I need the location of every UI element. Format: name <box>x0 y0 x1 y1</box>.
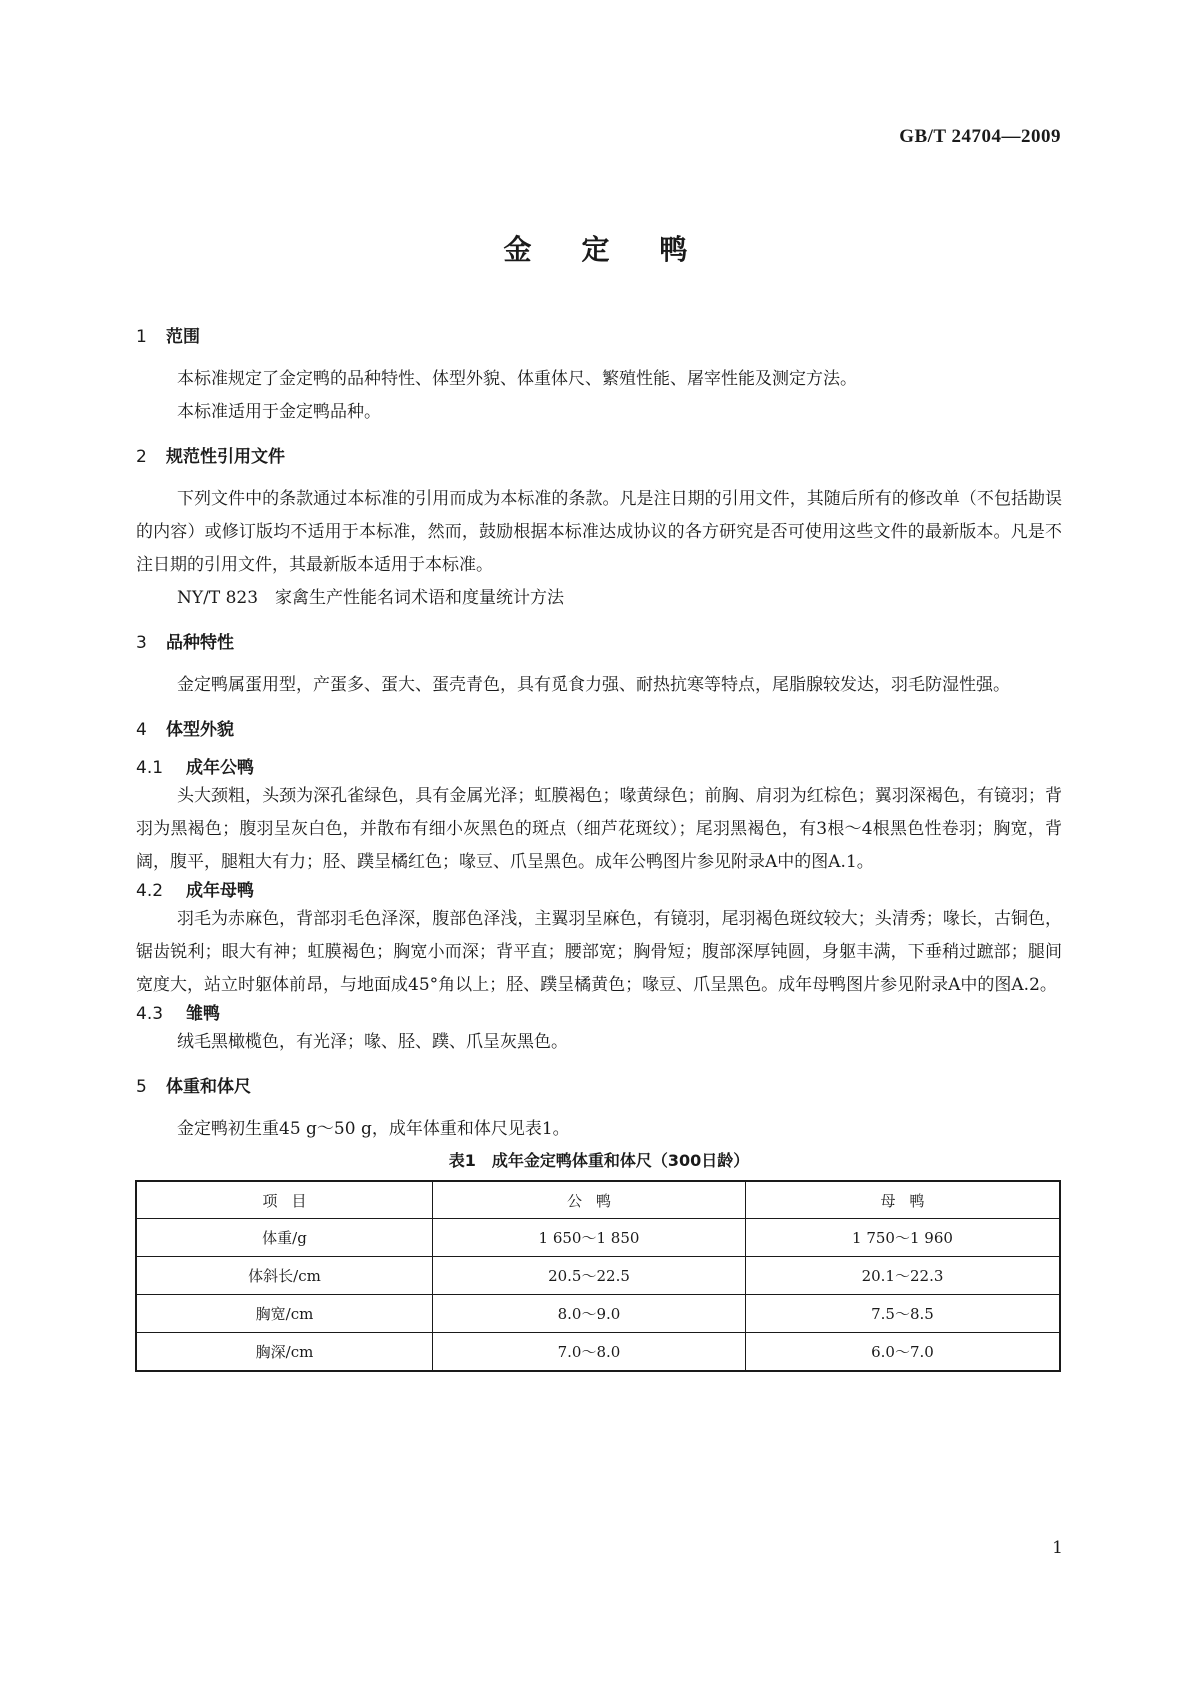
section-title: 品种特性 <box>166 633 234 653</box>
section-title: 规范性引用文件 <box>166 447 285 467</box>
table-cell: 1 750～1 960 <box>745 1219 1060 1257</box>
section-heading-references <box>136 445 1062 469</box>
table-cell: 7.0～8.0 <box>433 1333 746 1372</box>
section-number: 2 <box>136 447 147 467</box>
section-heading-appearance <box>136 718 1062 742</box>
subsection-heading-adult-drake <box>136 756 1062 780</box>
paragraph: 本标准规定了金定鸭的品种特性、体型外貌、体重体尺、繁殖性能、屠宰性能及测定方法。 <box>177 369 857 389</box>
section-title: 体型外貌 <box>166 720 234 740</box>
table-row <box>136 1333 1060 1372</box>
table-cell: 体重/g <box>136 1219 433 1257</box>
subsection-number: 4.2 <box>136 881 164 901</box>
table-cell: 8.0～9.0 <box>433 1295 746 1333</box>
reference-entry: NY/T 823 家禽生产性能名词术语和度量统计方法 <box>177 588 565 608</box>
table-cell: 胸深/cm <box>136 1333 433 1372</box>
standard-code: GB/T 24704—2009 <box>899 126 1061 147</box>
paragraph: 本标准适用于金定鸭品种。 <box>177 402 381 422</box>
table-cell: 7.5～8.5 <box>745 1295 1060 1333</box>
paragraph: 绒毛黑橄榄色，有光泽；喙、胫、蹼、爪呈灰黑色。 <box>177 1032 568 1052</box>
section-number: 1 <box>136 327 147 347</box>
table-cell: 胸宽/cm <box>136 1295 433 1333</box>
subsection-title: 雏鸭 <box>186 1004 220 1024</box>
table-cell: 6.0～7.0 <box>745 1333 1060 1372</box>
subsection-number: 4.1 <box>136 758 164 778</box>
subsection-heading-adult-duck <box>136 879 1062 903</box>
subsection-heading-duckling <box>136 1002 1062 1026</box>
column-header: 公鸭 <box>433 1181 746 1219</box>
paragraph: 下列文件中的条款通过本标准的引用而成为本标准的条款。凡是注日期的引用文件，其随后所有的修改单（不包括勘误的内容）或修订版均不适用于本标准，然而，鼓励根据本标准达成协议的各方研究是否可使用这些文件的最新版本。凡是不注日期的引用文件，其最新版本适用于本标准。 <box>136 489 1062 575</box>
table-cell: 1 650～1 850 <box>433 1219 746 1257</box>
column-header: 母鸭 <box>745 1181 1060 1219</box>
column-header: 项目 <box>136 1181 433 1219</box>
paragraph: 羽毛为赤麻色，背部羽毛色泽深，腹部色泽浅，主翼羽呈麻色，有镜羽，尾羽褐色斑纹较大；头清秀；喙长，古铜色，锯齿锐利；眼大有神；虹膜褐色；胸宽小而深；背平直；腰部宽；胸骨短；腹部深厚钝圆，身躯丰满，下垂稍过蹠部；腿间宽度大，站立时躯体前昂，与地面成45°角以上；胫、蹼呈橘黄色；喙豆、爪呈黑色。成年母鸭图片参见附录A中的图A.2。 <box>136 909 1062 995</box>
section-heading-weight-size <box>136 1075 1062 1099</box>
section-title: 体重和体尺 <box>166 1077 251 1097</box>
paragraph: 金定鸭初生重45 g～50 g，成年体重和体尺见表1。 <box>177 1119 570 1139</box>
section-number: 5 <box>136 1077 147 1097</box>
table-caption: 表1 成年金定鸭体重和体尺（300日龄） <box>448 1151 750 1170</box>
weight-size-table <box>135 1180 1061 1372</box>
page-number: 1 <box>1052 1538 1063 1558</box>
table-header-row <box>136 1181 1060 1219</box>
paragraph: 金定鸭属蛋用型，产蛋多、蛋大、蛋壳青色，具有觅食力强、耐热抗寒等特点，尾脂腺较发达，羽毛防湿性强。 <box>177 675 1010 695</box>
paragraph: 头大颈粗，头颈为深孔雀绿色，具有金属光泽；虹膜褐色；喙黄绿色；前胸、肩羽为红棕色；翼羽深褐色，有镜羽；背羽为黑褐色；腹羽呈灰白色，并散布有细小灰黑色的斑点（细芦花斑纹）；尾羽黑褐色，有3根～4根黑色性卷羽；胸宽，背阔，腹平，腿粗大有力；胫、蹼呈橘红色；喙豆、爪呈黑色。成年公鸭图片参见附录A中的图A.1。 <box>136 786 1062 872</box>
table-row <box>136 1295 1060 1333</box>
section-heading-characteristics <box>136 631 1062 655</box>
document-body <box>136 325 1062 1372</box>
table-cell: 20.5～22.5 <box>433 1257 746 1295</box>
section-heading-scope <box>136 325 1062 349</box>
table-row <box>136 1219 1060 1257</box>
table-cell: 20.1～22.3 <box>745 1257 1060 1295</box>
section-number: 3 <box>136 633 147 653</box>
table-row <box>136 1257 1060 1295</box>
table-cell: 体斜长/cm <box>136 1257 433 1295</box>
subsection-title: 成年公鸭 <box>186 758 254 778</box>
document-title: 金定鸭 <box>503 233 738 266</box>
section-number: 4 <box>136 720 147 740</box>
section-title: 范围 <box>166 327 200 347</box>
subsection-number: 4.3 <box>136 1004 164 1024</box>
subsection-title: 成年母鸭 <box>186 881 254 901</box>
